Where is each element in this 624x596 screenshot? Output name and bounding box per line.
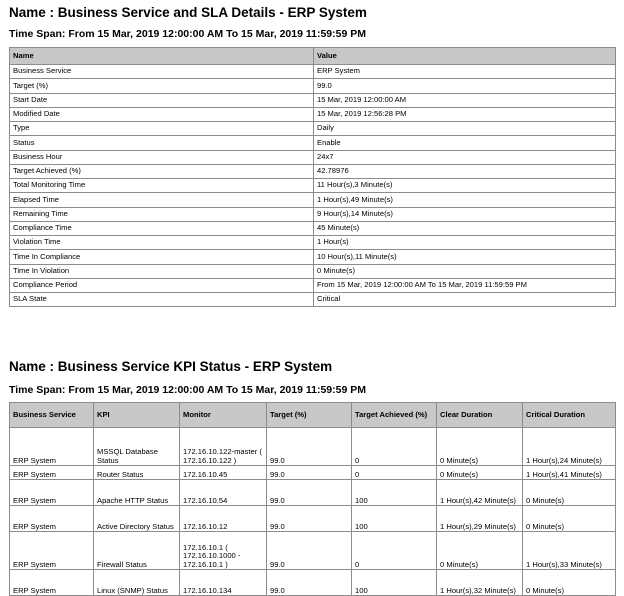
target-cell: 99.0: [267, 428, 352, 466]
target-cell: 99.0: [267, 532, 352, 570]
row-value-cell: Enable: [314, 136, 616, 150]
kpi-cell: MSSQL Database Status: [94, 428, 180, 466]
table-row: [10, 264, 616, 278]
row-name-cell: Time In Violation: [10, 264, 314, 278]
sla-details-table: [9, 47, 616, 307]
table-row: [10, 293, 616, 307]
critical-duration-cell: 1 Hour(s),41 Minute(s): [523, 466, 616, 480]
monitor-cell: 172.16.10.1 ( 172.16.10.1000 - 172.16.10.1 ): [180, 532, 267, 570]
critical-duration-cell: 0 Minute(s): [523, 570, 616, 596]
row-value-cell: 9 Hour(s),14 Minute(s): [314, 207, 616, 221]
row-name-cell: Business Hour: [10, 150, 314, 164]
kpi-cell: Active Directory Status: [94, 506, 180, 532]
table-row: [10, 136, 616, 150]
clear-duration-cell: 1 Hour(s),42 Minute(s): [437, 480, 523, 506]
table-header-row: [10, 48, 616, 65]
row-name-cell: Total Monitoring Time: [10, 179, 314, 193]
table-row: [10, 150, 616, 164]
table-row: [10, 532, 616, 570]
column-header-target-achieved: Target Achieved (%): [352, 403, 437, 428]
row-value-cell: 45 Minute(s): [314, 221, 616, 235]
column-header-business-service: Business Service: [10, 403, 94, 428]
row-name-cell: Compliance Period: [10, 278, 314, 292]
column-header-critical-duration: Critical Duration: [523, 403, 616, 428]
table-row: [10, 193, 616, 207]
clear-duration-cell: 0 Minute(s): [437, 428, 523, 466]
monitor-cell: 172.16.10.45: [180, 466, 267, 480]
row-name-cell: Remaining Time: [10, 207, 314, 221]
row-name-cell: Modified Date: [10, 107, 314, 121]
row-value-cell: 11 Hour(s),3 Minute(s): [314, 179, 616, 193]
column-header-clear-duration: Clear Duration: [437, 403, 523, 428]
critical-duration-cell: 0 Minute(s): [523, 480, 616, 506]
row-value-cell: Daily: [314, 122, 616, 136]
row-name-cell: Start Date: [10, 93, 314, 107]
business-service-cell: ERP System: [10, 480, 94, 506]
table-row: [10, 428, 616, 466]
table-row: [10, 65, 616, 79]
column-header-name: Name: [10, 48, 314, 65]
row-value-cell: Critical: [314, 293, 616, 307]
target-achieved-cell: 0: [352, 466, 437, 480]
row-value-cell: 15 Mar, 2019 12:56:28 PM: [314, 107, 616, 121]
row-name-cell: Target (%): [10, 79, 314, 93]
row-value-cell: 42.78976: [314, 164, 616, 178]
target-achieved-cell: 100: [352, 480, 437, 506]
row-value-cell: 1 Hour(s): [314, 236, 616, 250]
row-name-cell: Elapsed Time: [10, 193, 314, 207]
section1-heading: Name : Business Service and SLA Details - ERP System: [9, 5, 367, 20]
table-row: [10, 236, 616, 250]
target-cell: 99.0: [267, 570, 352, 596]
row-name-cell: Time In Compliance: [10, 250, 314, 264]
table-row: [10, 278, 616, 292]
row-name-cell: SLA State: [10, 293, 314, 307]
target-achieved-cell: 100: [352, 570, 437, 596]
business-service-cell: ERP System: [10, 570, 94, 596]
table-header-row: [10, 403, 616, 428]
row-value-cell: From 15 Mar, 2019 12:00:00 AM To 15 Mar, 2019 11:59:59 PM: [314, 278, 616, 292]
target-achieved-cell: 0: [352, 532, 437, 570]
business-service-cell: ERP System: [10, 532, 94, 570]
kpi-cell: Linux (SNMP) Status: [94, 570, 180, 596]
kpi-cell: Firewall Status: [94, 532, 180, 570]
business-service-cell: ERP System: [10, 506, 94, 532]
row-value-cell: 1 Hour(s),49 Minute(s): [314, 193, 616, 207]
critical-duration-cell: 1 Hour(s),33 Minute(s): [523, 532, 616, 570]
table-row: [10, 164, 616, 178]
column-header-value: Value: [314, 48, 616, 65]
row-value-cell: 10 Hour(s),11 Minute(s): [314, 250, 616, 264]
row-value-cell: 24x7: [314, 150, 616, 164]
table-row: [10, 179, 616, 193]
monitor-cell: 172.16.10.134: [180, 570, 267, 596]
table-row: [10, 250, 616, 264]
row-name-cell: Business Service: [10, 65, 314, 79]
table-row: [10, 466, 616, 480]
column-header-monitor: Monitor: [180, 403, 267, 428]
table-row: [10, 93, 616, 107]
row-value-cell: ERP System: [314, 65, 616, 79]
table-row: [10, 122, 616, 136]
clear-duration-cell: 1 Hour(s),29 Minute(s): [437, 506, 523, 532]
monitor-cell: 172.16.10.122-master ( 172.16.10.122 ): [180, 428, 267, 466]
row-name-cell: Status: [10, 136, 314, 150]
table-row: [10, 207, 616, 221]
clear-duration-cell: 1 Hour(s),32 Minute(s): [437, 570, 523, 596]
section2-time-span: Time Span: From 15 Mar, 2019 12:00:00 AM To 15 Mar, 2019 11:59:59 PM: [9, 384, 366, 396]
target-achieved-cell: 0: [352, 428, 437, 466]
kpi-cell: Router Status: [94, 466, 180, 480]
row-name-cell: Violation Time: [10, 236, 314, 250]
table-row: [10, 79, 616, 93]
section2-heading: Name : Business Service KPI Status - ERP System: [9, 359, 333, 374]
row-value-cell: 99.0: [314, 79, 616, 93]
target-cell: 99.0: [267, 466, 352, 480]
monitor-cell: 172.16.10.54: [180, 480, 267, 506]
table-row: [10, 570, 616, 596]
monitor-cell: 172.16.10.12: [180, 506, 267, 532]
column-header-target: Target (%): [267, 403, 352, 428]
clear-duration-cell: 0 Minute(s): [437, 466, 523, 480]
target-cell: 99.0: [267, 480, 352, 506]
row-name-cell: Compliance Time: [10, 221, 314, 235]
table-row: [10, 107, 616, 121]
business-service-cell: ERP System: [10, 428, 94, 466]
section1-time-span: Time Span: From 15 Mar, 2019 12:00:00 AM To 15 Mar, 2019 11:59:59 PM: [9, 28, 366, 40]
kpi-status-table: [9, 402, 616, 596]
row-name-cell: Type: [10, 122, 314, 136]
target-cell: 99.0: [267, 506, 352, 532]
row-value-cell: 0 Minute(s): [314, 264, 616, 278]
column-header-kpi: KPI: [94, 403, 180, 428]
critical-duration-cell: 0 Minute(s): [523, 506, 616, 532]
business-service-cell: ERP System: [10, 466, 94, 480]
table-row: [10, 506, 616, 532]
row-name-cell: Target Achieved (%): [10, 164, 314, 178]
row-value-cell: 15 Mar, 2019 12:00:00 AM: [314, 93, 616, 107]
table-row: [10, 221, 616, 235]
table-row: [10, 480, 616, 506]
kpi-cell: Apache HTTP Status: [94, 480, 180, 506]
clear-duration-cell: 0 Minute(s): [437, 532, 523, 570]
critical-duration-cell: 1 Hour(s),24 Minute(s): [523, 428, 616, 466]
target-achieved-cell: 100: [352, 506, 437, 532]
